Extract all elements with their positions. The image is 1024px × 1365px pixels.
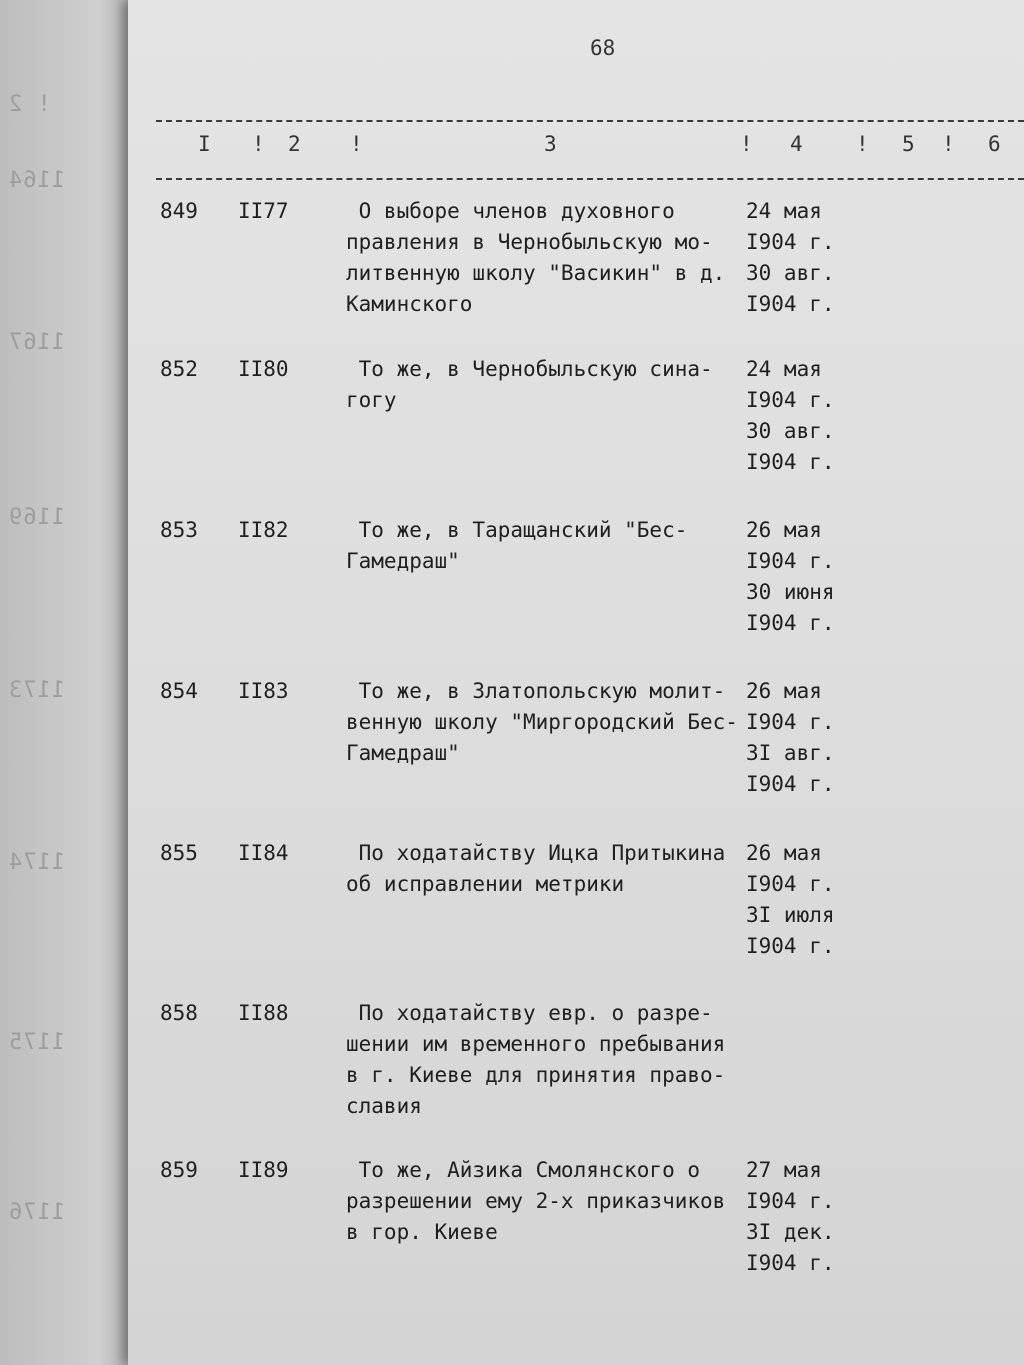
table-header [128,132,1024,172]
ghost-number: 1174 [8,850,65,875]
ghost-number: 1175 [8,1030,65,1055]
ghost-number: 1173 [8,678,65,703]
previous-page-edge [0,0,140,1365]
column-header-6: 6 [988,132,1001,156]
row-dates [746,515,856,639]
date-line: 26 мая [746,679,822,703]
ghost-header-fragment: ! 2 [8,92,51,117]
column-header-4: 4 [790,132,803,156]
date-line: 3I авг. [746,741,835,765]
date-line: I904 г. [746,1251,835,1275]
date-line: 30 июня [746,580,835,604]
description-line: об исправлении метрики [346,872,625,896]
file-number: II88 [238,1001,289,1025]
row-dates [746,1155,856,1279]
ghost-number: 1169 [8,505,65,530]
date-line: 24 мая [746,357,822,381]
description-line: То же, в Златопольскую молит- [346,679,726,703]
description-line: в гор. Киеве [346,1220,498,1244]
row-number: 852 [160,357,198,381]
ghost-number: 1164 [8,168,65,193]
description-line: То же, в Чернобыльскую сина- [346,357,713,381]
file-number: II80 [238,357,289,381]
column-header-1: I [198,132,211,156]
description-line: литвенную школу "Васикин" в д. [346,261,726,285]
table-header-bottom-rule [156,178,1024,180]
description-line: Каминского [346,292,473,316]
row-description [346,354,746,416]
date-line: 3I дек. [746,1220,835,1244]
file-number: II77 [238,199,289,223]
row-number: 854 [160,679,198,703]
description-line: По ходатайству евр. о разре- [346,1001,713,1025]
file-number: II89 [238,1158,289,1182]
date-line: I904 г. [746,230,835,254]
row-dates [746,354,856,478]
ghost-number: 1176 [8,1200,65,1225]
description-line: Гамедраш" [346,741,460,765]
date-line: I904 г. [746,1189,835,1213]
column-separator: ! [252,132,265,156]
date-line: I904 г. [746,934,835,958]
date-line: 26 мая [746,841,822,865]
date-line: I904 г. [746,388,835,412]
description-line: шении им временного пребывания [346,1032,726,1056]
row-dates [746,838,856,962]
date-line: I904 г. [746,772,835,796]
description-line: разрешении ему 2-х приказчиков [346,1189,726,1213]
ghost-number: 1167 [8,330,65,355]
date-line: 26 мая [746,518,822,542]
row-description [346,1155,746,1248]
description-line: венную школу "Миргородский Бес- [346,710,738,734]
description-line: в г. Киеве для принятия право- [346,1063,726,1087]
column-header-2: 2 [288,132,301,156]
description-line: То же, в Таращанский "Бес- [346,518,688,542]
description-line: гогу [346,388,397,412]
row-description [346,515,746,577]
table-header-top-rule [156,120,1024,122]
description-line: правления в Чернобыльскую мо- [346,230,713,254]
row-description [346,676,746,769]
date-line: I904 г. [746,710,835,734]
column-separator: ! [942,132,955,156]
description-line: То же, Айзика Смолянского о [346,1158,701,1182]
row-description [346,196,746,320]
date-line: I904 г. [746,549,835,573]
date-line: 3I июля [746,903,835,927]
row-number: 853 [160,518,198,542]
document-page [128,0,1024,1365]
row-description [346,998,746,1122]
file-number: II82 [238,518,289,542]
date-line: I904 г. [746,872,835,896]
date-line: I904 г. [746,292,835,316]
date-line: 30 авг. [746,261,835,285]
date-line: 30 авг. [746,419,835,443]
row-dates [746,676,856,800]
description-line: Гамедраш" [346,549,460,573]
column-header-3: 3 [544,132,557,156]
page-number: 68 [590,36,616,60]
description-line: По ходатайству Ицка Притыкина [346,841,726,865]
column-separator: ! [350,132,363,156]
row-number: 855 [160,841,198,865]
row-number: 858 [160,1001,198,1025]
date-line: 27 мая [746,1158,822,1182]
row-description [346,838,746,900]
column-separator: ! [740,132,753,156]
column-header-5: 5 [902,132,915,156]
description-line: славия [346,1094,422,1118]
row-number: 849 [160,199,198,223]
date-line: I904 г. [746,611,835,635]
column-separator: ! [856,132,869,156]
row-number: 859 [160,1158,198,1182]
file-number: II84 [238,841,289,865]
date-line: 24 мая [746,199,822,223]
date-line: I904 г. [746,450,835,474]
row-dates [746,196,856,320]
description-line: О выборе членов духовного [346,199,675,223]
file-number: II83 [238,679,289,703]
